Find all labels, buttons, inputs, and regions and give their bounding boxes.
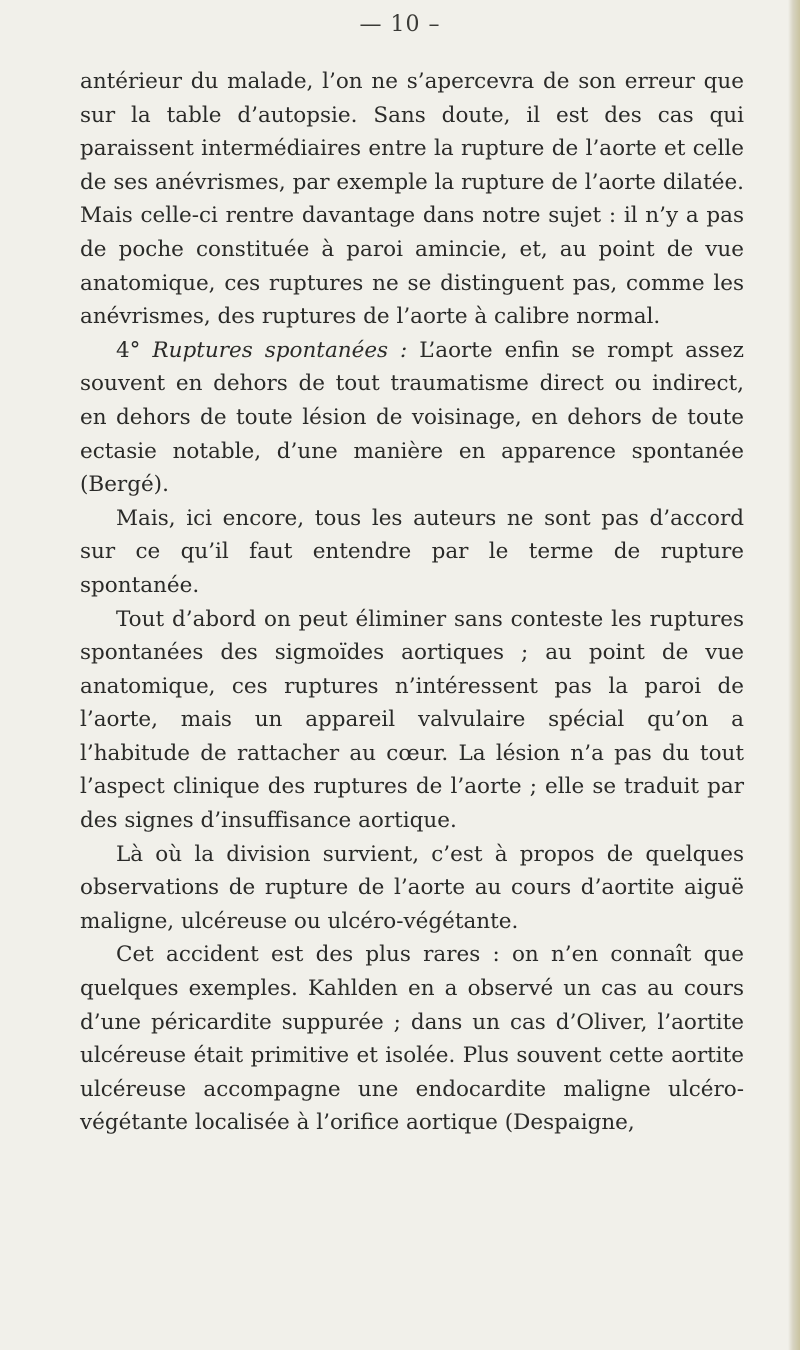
section-title: Ruptures spontanées : [152, 337, 408, 363]
paragraph-5: Là où la division survient, c’est à propos de quelques observations de rupture de l’aorte au cours d’aortite aiguë maligne, ulcéreuse ou ulcéro-végétante. [80, 841, 744, 934]
paragraph-2-text: L’aorte enfin se rompt assez souvent en dehors de tout traumatisme direct ou indirect, en dehors de toute lésion de voisinage, en dehors de toute ectasie notable, d’une manière en apparence spontanée (Bergé). [80, 337, 745, 498]
section-number: 4° [116, 337, 141, 363]
paragraph-1: antérieur du malade, l’on ne s’apercevra de son erreur que sur la table d’autopsie. Sans doute, il est des cas qui paraissent intermédiaires entre la rupture de l’aorte et celle de ses anévrismes, par exemple la rupture de l’aorte dilatée. Mais celle-ci rentre davantage dans notre sujet : il n’y a pas de poche constituée à paroi amincie, et, au point de vue anatomique, ces ruptures ne se distinguent pas, comme les anévrismes, des ruptures de l’aorte à calibre normal. [80, 69, 744, 330]
paragraph-2 [80, 334, 744, 502]
paragraph-3: Mais, ici encore, tous les auteurs ne sont pas d’accord sur ce qu’il faut entendre par le terme de rupture spontanée. [80, 505, 744, 598]
page-edge-shadow [788, 0, 800, 1350]
paragraph-6: Cet accident est des plus rares : on n’en connaît que quelques exemples. Kahlden en a observé un cas au cours d’une péricardite suppurée ; dans un cas d’Oliver, l’aortite ulcéreuse était primitive et isolée. Plus souvent cette aortite ulcéreuse accompagne une endocardite maligne ulcéro-végétante localisée à l’orifice aortique (Despaigne, [80, 942, 744, 1136]
page-number: — 10 – [359, 12, 441, 37]
page-text [80, 65, 744, 1140]
paragraph-4: Tout d’abord on peut éliminer sans conteste les ruptures spontanées des sigmoïdes aortiques ; au point de vue anatomique, ces ruptures n’intéressent pas la paroi de l’aorte, mais un appareil valvulaire spécial qu’on a l’habitude de rattacher au cœur. La lésion n’a pas du tout l’aspect clinique des ruptures de l’aorte ; elle se traduit par des signes d’insuffisance aortique. [80, 606, 744, 834]
